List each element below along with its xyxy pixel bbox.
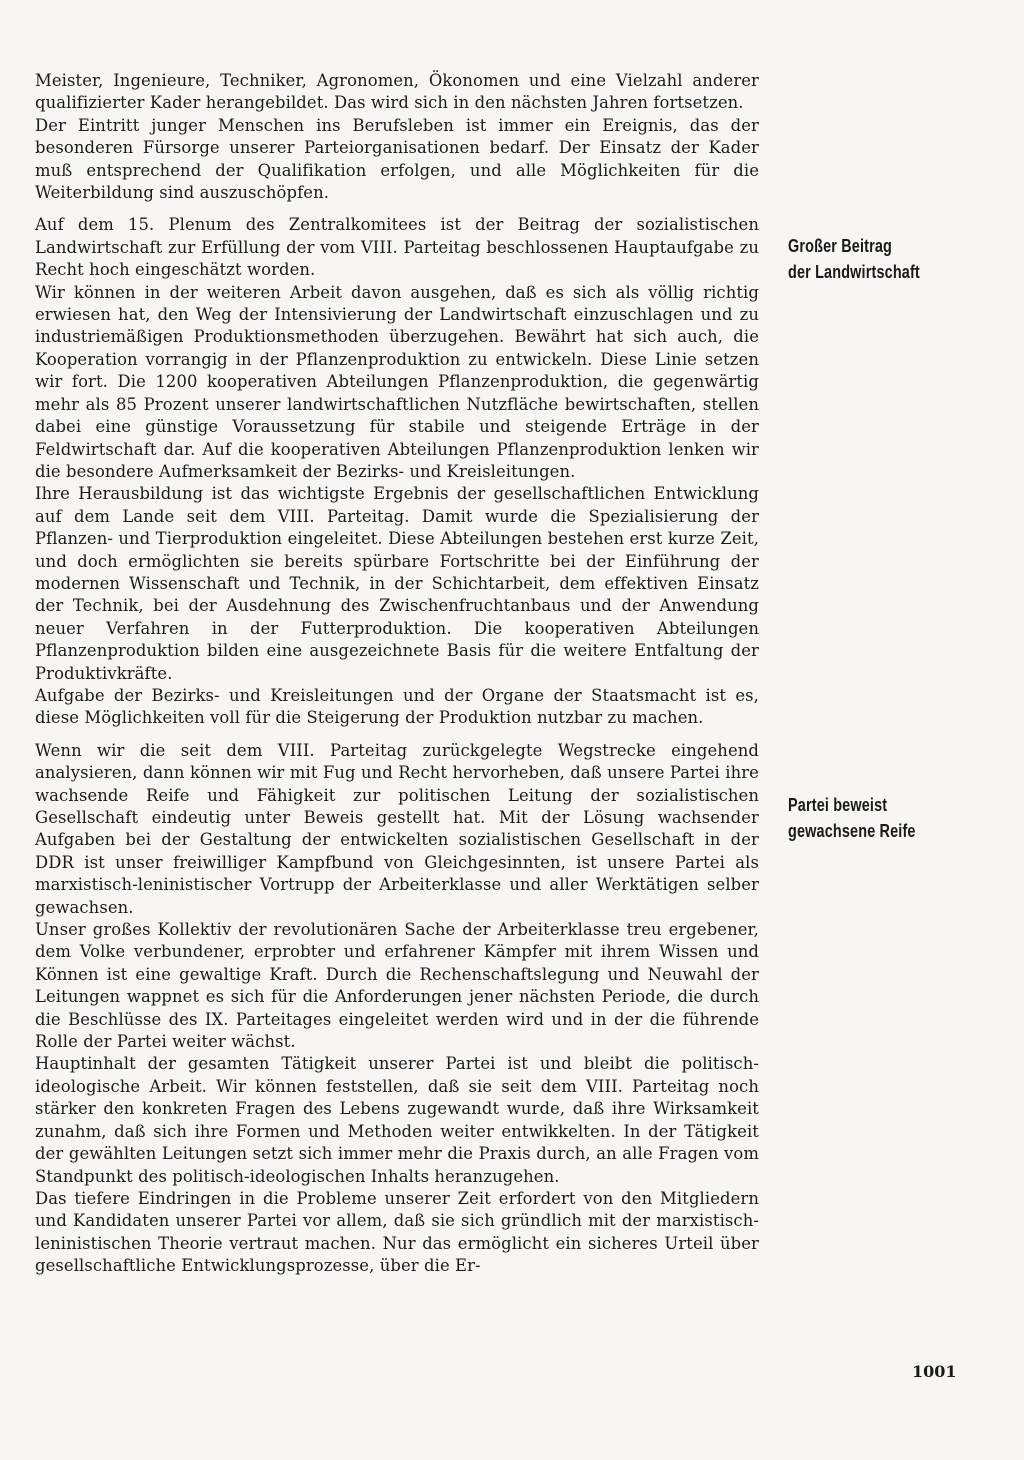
margin-heading-line: gewachsene Reife <box>788 820 916 841</box>
margin-heading-line: der Landwirtschaft <box>788 261 920 282</box>
paragraph-4: Wir können in der weiteren Arbeit davon ausgehen, daß es sich als völlig richtig erwiesen hat, den Weg der Intensivierung der Landwirtschaft einzuschlagen und zu industriemäßigen Produktionsmethoden überzugehen. Bewährt hat sich auch, die Kooperation vorrangig in der Pflanzenproduktion zu entwickeln. Diese Linie setzen wir fort. Die 1200 kooperativen Abteilungen Pflanzenproduktion, die gegenwärtig mehr als 85 Prozent unserer landwirtschaftlichen Nutzfläche bewirtschaften, stellen dabei eine günstige Voraussetzung für stabile und steigende Erträge in der Feldwirtschaft dar. Auf die kooperativen Abteilungen Pflanzenproduktion lenken wir die besondere Aufmerksamkeit der Bezirks- und Kreisleitungen. <box>35 282 759 481</box>
paragraph-5: Ihre Herausbildung ist das wichtigste Ergebnis der gesellschaftlichen Entwicklung auf dem Lande seit dem VIII. Parteitag. Damit wurde die Spezialisierung der Pflanzen- und Tierproduktion eingeleitet. Diese Abteilungen bestehen erst kurze Zeit, und doch ermöglichten sie bereits spürbare Fortschritte bei der Einführung der modernen Wissenschaft und Technik, in der Schichtarbeit, dem effektiven Einsatz der Technik, bei der Ausdehnung des Zwischenfruchtanbaus und der Anwendung neuer Verfahren in der Futterproduktion. Die kooperativen Abteilungen Pflanzenproduktion bilden eine ausgezeichnete Basis für die weitere Entfaltung der Produktivkräfte. <box>35 484 759 683</box>
paragraph-3: Auf dem 15. Plenum des Zentralkomitees ist der Beitrag der sozialistischen Landwirtschaft zur Erfüllung der vom VIII. Parteitag beschlossenen Hauptaufgabe zu Recht hoch eingeschätzt worden. <box>35 215 759 280</box>
margin-heading-landwirtschaft <box>788 233 920 285</box>
page-number: 1001 <box>912 1362 957 1381</box>
paragraph-1: Meister, Ingenieure, Techniker, Agronomen, Ökonomen und eine Vielzahl anderer qualifizierter Kader herangebildet. Das wird sich in den nächsten Jahren fortsetzen. <box>35 71 759 113</box>
main-text-column <box>35 70 759 1278</box>
paragraph-10: Das tiefere Eindringen in die Probleme unserer Zeit erfordert von den Mitgliedern und Kandidaten unserer Partei vor allem, daß sie sich gründlich mit der marxistisch-leninistischen Theorie vertraut machen. Nur das ermöglicht ein sicheres Urteil über gesellschaftliche Entwicklungsprozesse, über die Er- <box>35 1188 759 1276</box>
margin-heading-line: Partei beweist <box>788 794 888 815</box>
paragraph-6: Aufgabe der Bezirks- und Kreisleitungen und der Organe der Staatsmacht ist es, diese Möglichkeiten voll für die Steigerung der Produktion nutzbar zu machen. <box>35 685 759 728</box>
margin-heading-partei <box>788 792 916 844</box>
paragraph-9: Hauptinhalt der gesamten Tätigkeit unserer Partei ist und bleibt die politisch-ideologische Arbeit. Wir können feststellen, daß sie seit dem VIII. Parteitag noch stärker den konkreten Fragen des Lebens zugewandt wurde, daß ihre Wirksamkeit zunahm, daß sich ihre Formen und Methoden weiter entwikkelten. In der Tätigkeit der gewählten Leitungen setzt sich immer mehr die Praxis durch, an alle Fragen vom Standpunkt des politisch-ideologischen Inhalts heranzugehen. <box>35 1054 759 1186</box>
paragraph-8: Unser großes Kollektiv der revolutionären Sache der Arbeiterklasse treu ergebener, dem Volke verbundener, erprobter und erfahrener Kämpfer mit ihrem Wissen und Können ist eine gewaltige Kraft. Durch die Rechenschaftslegung und Neuwahl der Leitungen wappnet es sich für die Anforderungen jener nächsten Periode, die durch die Beschlüsse des IX. Parteitages eingeleitet werden wird und in der die führende Rolle der Partei weiter wächst. <box>35 920 759 1052</box>
margin-heading-line: Großer Beitrag <box>788 235 893 256</box>
paragraph-7: Wenn wir die seit dem VIII. Parteitag zurückgelegte Wegstrecke eingehend analysieren, dann können wir mit Fug und Recht hervorheben, daß unsere Partei ihre wachsende Reife und Fähigkeit zur politischen Leitung der sozialistischen Gesellschaft eindeutig unter Beweis gestellt hat. Mit der Lösung wachsender Aufgaben bei der Gestaltung der entwickelten sozialistischen Gesellschaft in der DDR ist unser freiwilliger Kampfbund von Gleichgesinnten, ist unsere Partei als marxistisch-leninistischer Vortrupp der Arbeiterklasse und aller Werktätigen selber gewachsen. <box>35 740 759 917</box>
paragraph-2: Der Eintritt junger Menschen ins Berufsleben ist immer ein Ereignis, das der besonderen Fürsorge unserer Parteiorganisationen bedarf. Der Einsatz der Kader muß entsprechend der Qualifikation erfolgen, und alle Möglichkeiten für die Weiterbildung sind auszuschöpfen. <box>35 115 759 203</box>
